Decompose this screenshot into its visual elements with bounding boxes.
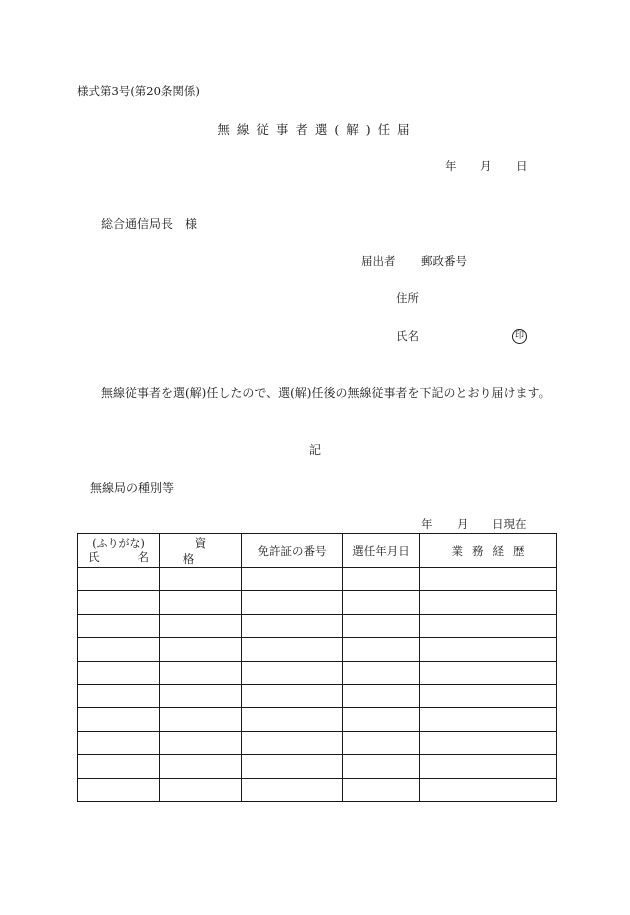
name-cell[interactable]: [78, 614, 160, 637]
career-cell[interactable]: [420, 661, 557, 684]
name-cell[interactable]: [78, 708, 160, 731]
notifier-label: 届出者: [361, 254, 396, 268]
asof-month-label: 月: [457, 517, 469, 531]
header-license-number: 免許証の番号: [242, 534, 343, 568]
document-title: 無線従事者選(解)任届: [217, 122, 417, 137]
station-type-label: 無線局の種別等: [90, 481, 175, 495]
asof-day-label: 日現在: [492, 517, 527, 531]
table-row: [78, 731, 557, 754]
appointment-date-cell[interactable]: [343, 684, 420, 707]
staff-table: [77, 533, 557, 802]
name-cell[interactable]: [78, 731, 160, 754]
appointment-date-cell[interactable]: [343, 568, 420, 591]
header-qualification: [160, 534, 242, 568]
asof-year-label: 年: [421, 517, 433, 531]
header-name-second: 名: [137, 550, 149, 564]
addressee: 総合通信局長 様: [101, 217, 198, 231]
license-number-cell[interactable]: [242, 614, 343, 637]
qualification-cell[interactable]: [160, 568, 242, 591]
license-number-cell[interactable]: [242, 708, 343, 731]
ki-heading: 記: [308, 443, 321, 457]
header-name-first: 氏: [88, 550, 100, 564]
appointment-date-cell[interactable]: [343, 591, 420, 614]
career-cell[interactable]: [420, 591, 557, 614]
qualification-cell[interactable]: [160, 614, 242, 637]
header-name: [78, 534, 160, 568]
header-furigana: (ふりがな): [92, 537, 145, 550]
table-row: [78, 568, 557, 591]
appointment-date-cell[interactable]: [343, 778, 420, 801]
table-row: [78, 638, 557, 661]
name-cell[interactable]: [78, 684, 160, 707]
qualification-cell[interactable]: [160, 591, 242, 614]
header-appointment-date: 選任年月日: [343, 534, 420, 568]
qualification-cell[interactable]: [160, 661, 242, 684]
table-row: [78, 755, 557, 778]
appointment-date-cell[interactable]: [343, 638, 420, 661]
table-header-row: [78, 534, 557, 568]
qualification-cell[interactable]: [160, 708, 242, 731]
name-cell[interactable]: [78, 755, 160, 778]
name-cell[interactable]: [78, 591, 160, 614]
appointment-date-cell[interactable]: [343, 614, 420, 637]
header-qualification-text: 資格: [182, 535, 231, 566]
qualification-cell[interactable]: [160, 778, 242, 801]
license-number-cell[interactable]: [242, 731, 343, 754]
address-label: 住所: [396, 291, 419, 305]
name-cell[interactable]: [78, 638, 160, 661]
career-cell[interactable]: [420, 778, 557, 801]
name-cell[interactable]: [78, 778, 160, 801]
date-month-label: 月: [480, 159, 492, 173]
table-row: [78, 591, 557, 614]
license-number-cell[interactable]: [242, 568, 343, 591]
table-row: [78, 661, 557, 684]
staff-table-body: [78, 568, 557, 802]
table-row: [78, 708, 557, 731]
career-cell[interactable]: [420, 614, 557, 637]
date-year-label: 年: [445, 159, 457, 173]
license-number-cell[interactable]: [242, 684, 343, 707]
qualification-cell[interactable]: [160, 755, 242, 778]
career-cell[interactable]: [420, 568, 557, 591]
career-cell[interactable]: [420, 684, 557, 707]
name-label: 氏名: [396, 329, 419, 343]
appointment-date-cell[interactable]: [343, 755, 420, 778]
qualification-cell[interactable]: [160, 731, 242, 754]
career-cell[interactable]: [420, 638, 557, 661]
qualification-cell[interactable]: [160, 684, 242, 707]
date-day-label: 日: [516, 159, 528, 173]
body-text: 無線従事者を選(解)任したので、選(解)任後の無線従事者を下記のとおり届けます。: [101, 386, 551, 400]
table-row: [78, 614, 557, 637]
name-cell[interactable]: [78, 568, 160, 591]
appointment-date-cell[interactable]: [343, 661, 420, 684]
career-cell[interactable]: [420, 731, 557, 754]
career-cell[interactable]: [420, 708, 557, 731]
table-row: [78, 778, 557, 801]
name-cell[interactable]: [78, 661, 160, 684]
career-cell[interactable]: [420, 755, 557, 778]
postal-number-label: 郵政番号: [421, 254, 467, 268]
license-number-cell[interactable]: [242, 661, 343, 684]
appointment-date-cell[interactable]: [343, 708, 420, 731]
license-number-cell[interactable]: [242, 638, 343, 661]
license-number-cell[interactable]: [242, 591, 343, 614]
header-career: [420, 534, 557, 568]
form-number: 様式第3号(第20条関係): [77, 84, 200, 98]
qualification-cell[interactable]: [160, 638, 242, 661]
license-number-cell[interactable]: [242, 755, 343, 778]
table-row: [78, 684, 557, 707]
appointment-date-cell[interactable]: [343, 731, 420, 754]
header-career-text: 業務経歴: [451, 543, 534, 558]
seal-mark: 印: [512, 329, 527, 344]
license-number-cell[interactable]: [242, 778, 343, 801]
